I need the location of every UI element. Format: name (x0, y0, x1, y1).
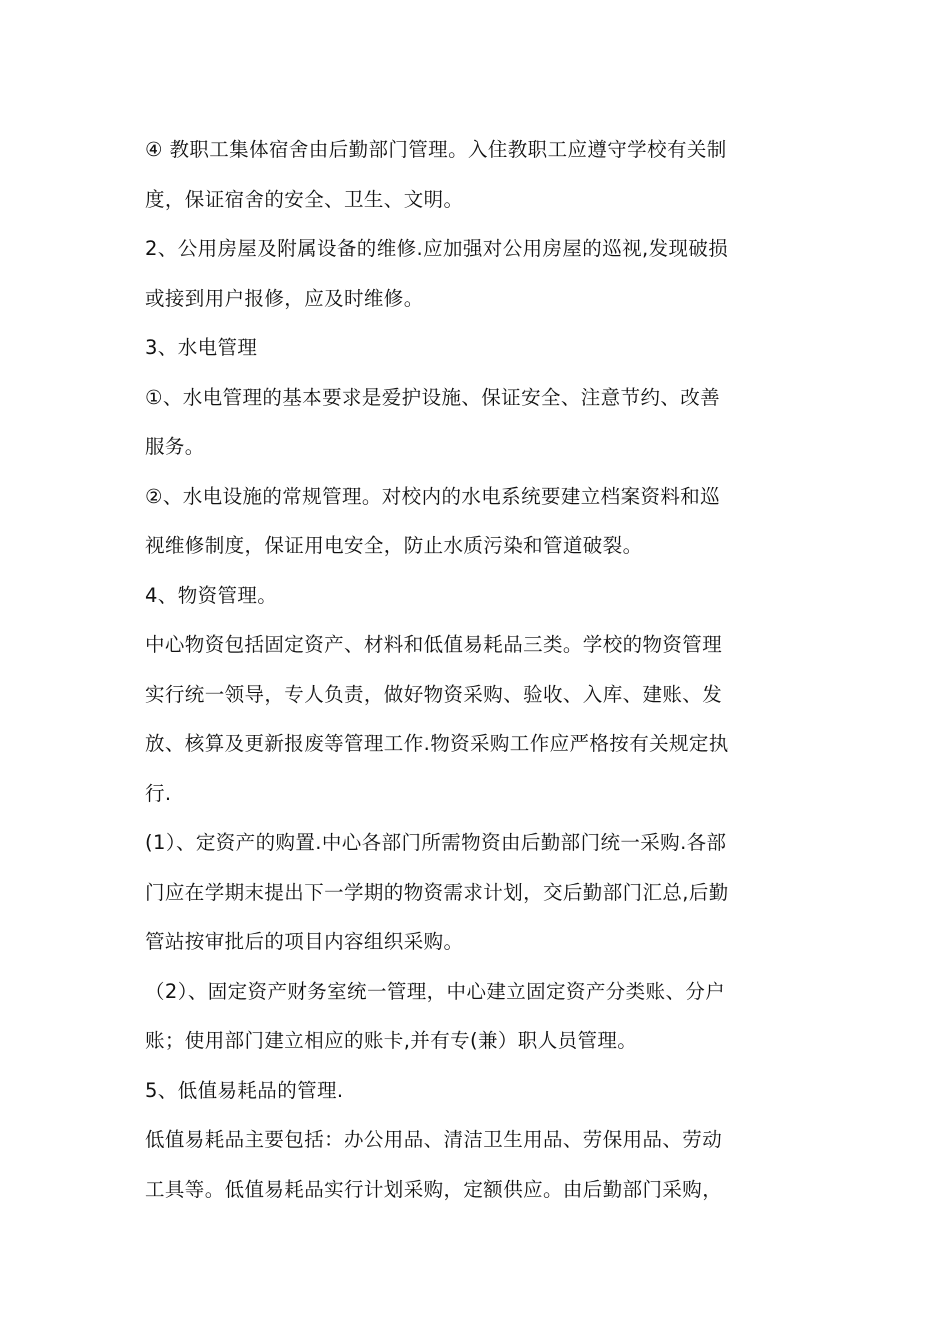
text-line: ①、水电管理的基本要求是爱护设施、保证安全、注意节约、改善 (145, 385, 721, 409)
text-line: 工具等。低值易耗品实行计划采购，定额供应。由后勤部门采购， (145, 1177, 723, 1201)
text-line: (1）、定资产的购置.中心各部门所需物资由后勤部门统一采购.各部 (145, 831, 727, 854)
text-line: 管站按审批后的项目内容组织采购。 (145, 930, 464, 953)
text-line: 或接到用户报修，应及时维修。 (145, 286, 424, 310)
section-heading: 5、低值易耗品的管理. (145, 1078, 344, 1102)
text-line: 放、核算及更新报废等管理工作.物资采购工作应严格按有关规定执 (145, 732, 729, 755)
section-heading: 3、水电管理 (145, 336, 258, 359)
document-body (145, 125, 815, 1214)
text-line: （2）、固定资产财务室统一管理，中心建立固定资产分类账、分户 (145, 979, 726, 1003)
text-line: 视维修制度，保证用电安全，防止水质污染和管道破裂。 (145, 534, 643, 557)
text-line: ②、水电设施的常规管理。对校内的水电系统要建立档案资料和巡 (145, 484, 721, 508)
section-heading: 4、物资管理。 (145, 583, 278, 607)
text-line: 度，保证宿舍的安全、卫生、文明。 (145, 187, 464, 211)
text-line: 低值易耗品主要包括：办公用品、清洁卫生用品、劳保用品、劳动 (145, 1128, 723, 1151)
text-line: ④ 教职工集体宿舍由后勤部门管理。入住教职工应遵守学校有关制 (145, 138, 727, 161)
text-line: 行. (145, 781, 172, 805)
text-line: 中心物资包括固定资产、材料和低值易耗品三类。学校的物资管理 (145, 633, 723, 656)
text-line: 服务。 (145, 435, 205, 458)
text-line: 实行统一领导，专人负责，做好物资采购、验收、入库、建账、发 (145, 682, 723, 706)
text-line: 2、公用房屋及附属设备的维修.应加强对公用房屋的巡视,发现破损 (145, 237, 729, 260)
text-line: 门应在学期末提出下一学期的物资需求计划，交后勤部门汇总,后勤 (145, 880, 729, 904)
text-line: 账；使用部门建立相应的账卡,并有专(兼）职人员管理。 (145, 1029, 638, 1052)
